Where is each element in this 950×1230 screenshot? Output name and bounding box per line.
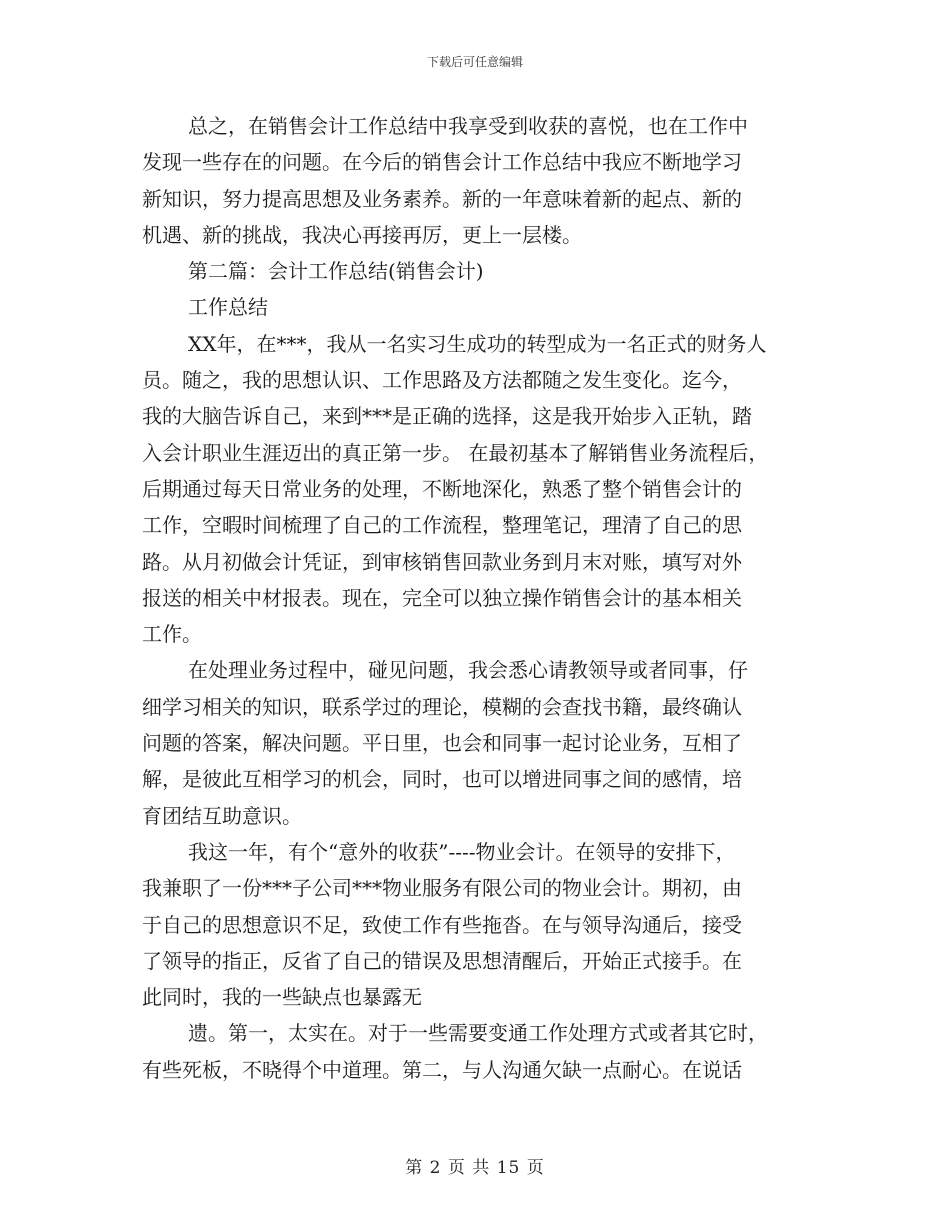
text-line: 后期通过每天日常业务的处理，不断地深化，熟悉了整个销售会计的 [142,476,742,501]
page-header: 下载后可任意编辑 [426,55,523,69]
text-line: 解，是彼此互相学习的机会，同时，也可以增进同事之间的感情，培 [142,767,742,792]
text-line: 育团结互助意识。 [142,803,302,828]
text-line: 此同时，我的一些缺点也暴露无 [142,985,422,1010]
text-line: 总之，在销售会计工作总结中我享受到收获的喜悦，也在工作中 [188,114,748,138]
text-line: 我这一年，有个“意外的收获”----物业会计。在领导的安排下， [188,839,736,864]
text-line: 工作总结 [188,295,268,320]
text-line: 细学习相关的知识，联系学过的理论，模糊的会查找书籍，最终确认 [142,694,742,719]
text-line: 发现一些存在的问题。在今后的销售会计工作总结中我应不断地学习 [142,150,742,175]
text-line: 新知识，努力提高思想及业务素养。新的一年意味着新的起点、新的 [142,186,742,211]
text-line: 工作。 [142,622,202,647]
page-footer: 第 2 页 共 15 页 [405,1158,545,1178]
text-line: 在处理业务过程中，碰见问题，我会悉心请教领导或者同事，仔 [188,658,748,683]
text-line: 路。从月初做会计凭证，到审核销售回款业务到月末对账，填写对外 [142,549,742,574]
text-line: 问题的答案，解决问题。平日里，也会和同事一起讨论业务，互相了 [142,731,742,756]
text-line: 工作，空暇时间梳理了自己的工作流程，整理笔记，理清了自己的思 [142,513,742,538]
text-line: 我的大脑告诉自己，来到***是正确的选择，这是我开始步入正轨，踏 [142,404,752,429]
text-line: 报送的相关中材报表。现在，完全可以独立操作销售会计的基本相关 [142,585,742,610]
document-body [142,108,817,1088]
text-line: 于自己的思想意识不足，致使工作有些拖沓。在与领导沟通后，接受 [142,912,742,937]
text-line: 第二篇：会计工作总结(销售会计) [188,259,484,284]
text-line: 员。随之，我的思想认识、工作思路及方法都随之发生变化。迄今， [142,368,742,393]
text-line: 机遇、新的挑战，我决心再接再厉，更上一层楼。 [142,222,582,247]
text-line: XX年，在***，我从一名实习生成功的转型成为一名正式的财务人 [188,331,767,356]
text-line: 有些死板，不晓得个中道理。第二，与人沟通欠缺一点耐心。在说话 [142,1057,742,1082]
text-line: 我兼职了一份***子公司***物业服务有限公司的物业会计。期初，由 [142,876,742,901]
text-line: 入会计职业生涯迈出的真正第一步。 在最初基本了解销售业务流程后， [142,440,769,465]
text-line: 遗。第一，太实在。对于一些需要变通工作处理方式或者其它时， [188,1021,768,1046]
text-line: 了领导的指正，反省了自己的错误及思想清醒后，开始正式接手。在 [142,948,742,973]
